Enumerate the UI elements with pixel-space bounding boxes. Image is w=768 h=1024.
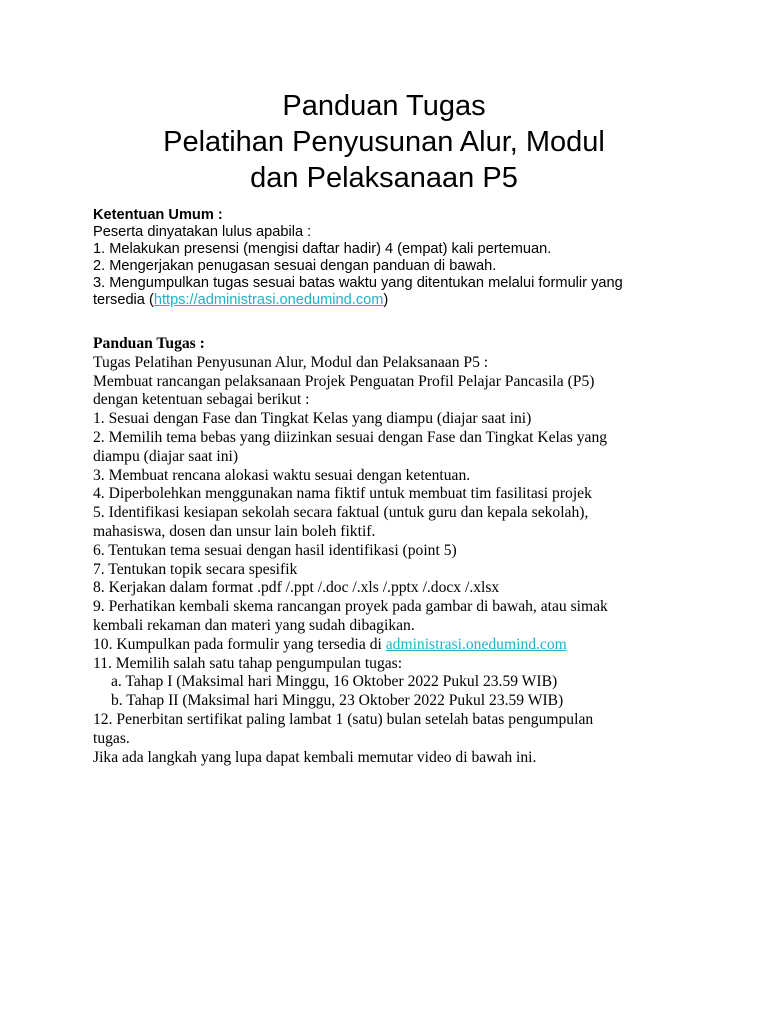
document-title (0, 88, 768, 196)
general-provision-item-3: 3. Mengumpulkan tugas sesuai batas waktu yang ditentukan melalui formulir yang (93, 275, 623, 291)
task-guide-item: 3. Membuat rencana alokasi waktu sesuai dengan ketentuan. (93, 466, 471, 484)
task-guide-item: 7. Tentukan topik secara spesifik (93, 560, 298, 578)
task-guide-item: 4. Diperbolehkan menggunakan nama fiktif untuk membuat tim fasilitasi projek (93, 485, 592, 503)
task-guide-item: 8. Kerjakan dalam format .pdf /.ppt /.doc /.xls /.pptx /.docx /.xlsx (93, 579, 500, 597)
task-guide-item: 5. Identifikasi kesiapan sekolah secara faktual (untuk guru dan kepala sekolah), (93, 504, 589, 522)
task-guide-line: Tugas Pelatihan Penyusunan Alur, Modul dan Pelaksanaan P5 : (93, 353, 489, 371)
task-guide-item-cont: kembali rekaman dan materi yang sudah dibagikan. (93, 616, 415, 634)
task-guide-item: 2. Memilih tema bebas yang diizinkan sesuai dengan Fase dan Tingkat Kelas yang (93, 428, 608, 446)
title-line-1: Panduan Tugas (282, 90, 486, 122)
title-line-3: dan Pelaksanaan P5 (250, 162, 518, 194)
general-provision-item-1: 1. Melakukan presensi (mengisi daftar hadir) 4 (empat) kali pertemuan. (93, 241, 552, 257)
task-guide-item-11: 11. Memilih salah satu tahap pengumpulan tugas: (93, 654, 403, 672)
title-line-2: Pelatihan Penyusunan Alur, Modul (163, 126, 605, 158)
task-guide-item-cont: mahasiswa, dosen dan unsur lain boleh fiktif. (93, 522, 376, 540)
item-3-prefix: tersedia ( (93, 292, 154, 308)
general-provision-item-3-cont (93, 292, 693, 309)
administrasi-form-link[interactable]: administrasi.onedumind.com (385, 635, 567, 653)
task-guide-item: 6. Tentukan tema sesuai dengan hasil identifikasi (point 5) (93, 541, 457, 559)
task-guide-item: 1. Sesuai dengan Fase dan Tingkat Kelas yang diampu (diajar saat ini) (93, 410, 532, 428)
general-provisions-intro: Peserta dinyatakan lulus apabila : (93, 224, 312, 240)
task-guide-item-10 (93, 636, 693, 655)
closing-note: Jika ada langkah yang lupa dapat kembali memutar video di bawah ini. (93, 748, 537, 766)
general-provision-item-2: 2. Mengerjakan penugasan sesuai dengan panduan di bawah. (93, 258, 497, 274)
administrasi-url-link[interactable]: https://administrasi.onedumind.com (153, 292, 384, 308)
task-guide-heading: Panduan Tugas : (93, 335, 205, 352)
stage-1-option: a. Tahap I (Maksimal hari Minggu, 16 Oktober 2022 Pukul 23.59 WIB) (111, 673, 558, 691)
item-10-text: 10. Kumpulkan pada formulir yang tersedia di (93, 635, 386, 653)
general-provisions-heading: Ketentuan Umum : (93, 207, 223, 223)
task-guide-item-12-cont: tugas. (93, 729, 130, 747)
stage-2-option: b. Tahap II (Maksimal hari Minggu, 23 Oktober 2022 Pukul 23.59 WIB) (111, 692, 564, 710)
task-guide-item: 9. Perhatikan kembali skema rancangan proyek pada gambar di bawah, atau simak (93, 598, 608, 616)
general-provisions-section (93, 207, 693, 309)
task-guide-item-cont: diampu (diajar saat ini) (93, 447, 239, 465)
task-guide-section (93, 335, 693, 767)
task-guide-line: dengan ketentuan sebagai berikut : (93, 391, 310, 409)
task-guide-line: Membuat rancangan pelaksanaan Projek Penguatan Profil Pelajar Pancasila (P5) (93, 372, 595, 390)
task-guide-item-12: 12. Penerbitan sertifikat paling lambat 1 (satu) bulan setelah batas pengumpulan (93, 710, 594, 728)
item-3-suffix: ) (383, 292, 389, 308)
